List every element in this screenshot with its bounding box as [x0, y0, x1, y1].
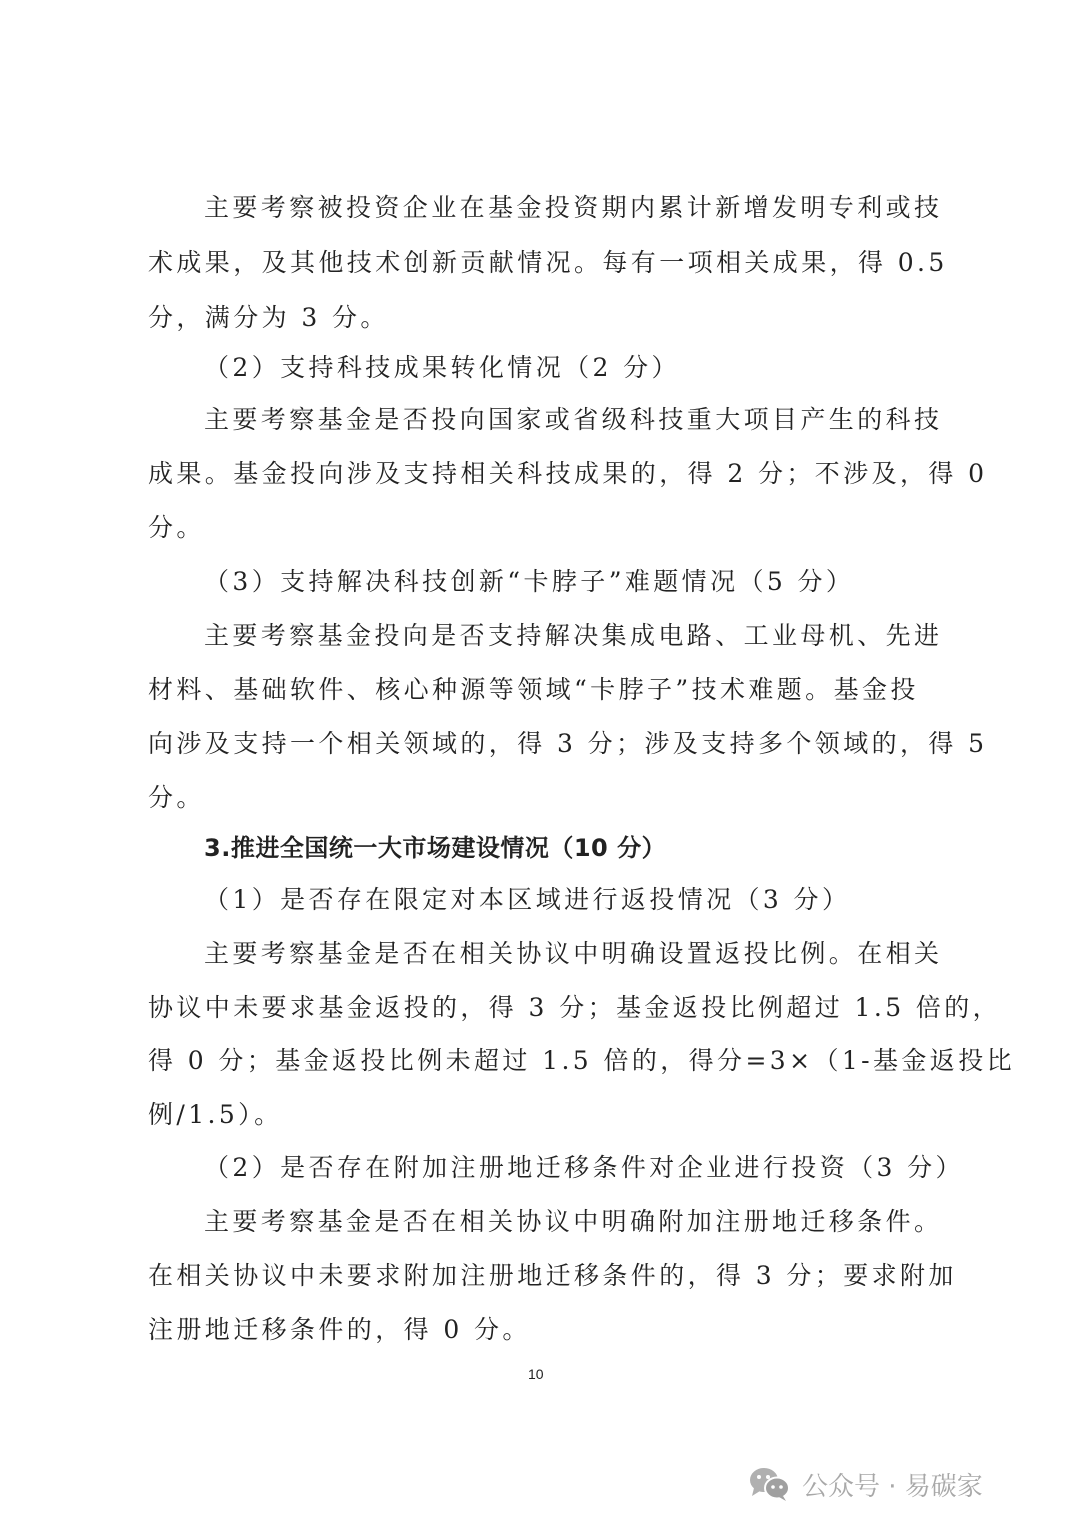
paragraph-line: 在相关协议中未要求附加注册地迁移条件的，得 3 分；要求附加: [148, 1261, 957, 1290]
wechat-icon: [748, 1466, 792, 1502]
paragraph-line: 术成果，及其他技术创新贡献情况。每有一项相关成果，得 0.5: [148, 248, 948, 277]
paragraph-line: 分，满分为 3 分。: [148, 303, 389, 332]
subheading: （3）支持解决科技创新“卡脖子”难题情况（5 分）: [204, 567, 855, 596]
paragraph-line: 分。: [148, 513, 205, 542]
paragraph-line: 主要考察基金是否在相关协议中明确设置返投比例。在相关: [204, 939, 943, 968]
paragraph-line: 分。: [148, 783, 205, 812]
paragraph-line: 主要考察基金是否投向国家或省级科技重大项目产生的科技: [204, 405, 943, 434]
paragraph-line: 注册地迁移条件的，得 0 分。: [148, 1315, 531, 1344]
paragraph-line: 主要考察基金投向是否支持解决集成电路、工业母机、先进: [204, 621, 943, 650]
paragraph-line: 主要考察基金是否在相关协议中明确附加注册地迁移条件。: [204, 1207, 943, 1236]
section-heading: 3.推进全国统一大市场建设情况（10 分）: [204, 834, 667, 862]
paragraph-line: 成果。基金投向涉及支持相关科技成果的，得 2 分；不涉及，得 0: [148, 459, 988, 488]
subheading: （1）是否存在限定对本区域进行返投情况（3 分）: [204, 885, 851, 914]
watermark-text: 公众号 · 易碳家: [802, 1471, 983, 1502]
subheading: （2）支持科技成果转化情况（2 分）: [204, 353, 680, 382]
paragraph-line: 得 0 分；基金返投比例未超过 1.5 倍的，得分=3×（1-基金返投比: [148, 1046, 1016, 1075]
paragraph-line: 协议中未要求基金返投的，得 3 分；基金返投比例超过 1.5 倍的，: [148, 993, 1002, 1022]
subheading: （2）是否存在附加注册地迁移条件对企业进行投资（3 分）: [204, 1153, 964, 1182]
page-number: 10: [528, 1366, 544, 1382]
watermark: [748, 1464, 983, 1504]
paragraph-line: 例/1.5）。: [148, 1100, 283, 1129]
paragraph-line: 主要考察被投资企业在基金投资期内累计新增发明专利或技: [204, 193, 943, 222]
paragraph-line: 材料、基础软件、核心种源等领域“卡脖子”技术难题。基金投: [148, 675, 919, 704]
paragraph-line: 向涉及支持一个相关领域的，得 3 分；涉及支持多个领域的，得 5: [148, 729, 988, 758]
